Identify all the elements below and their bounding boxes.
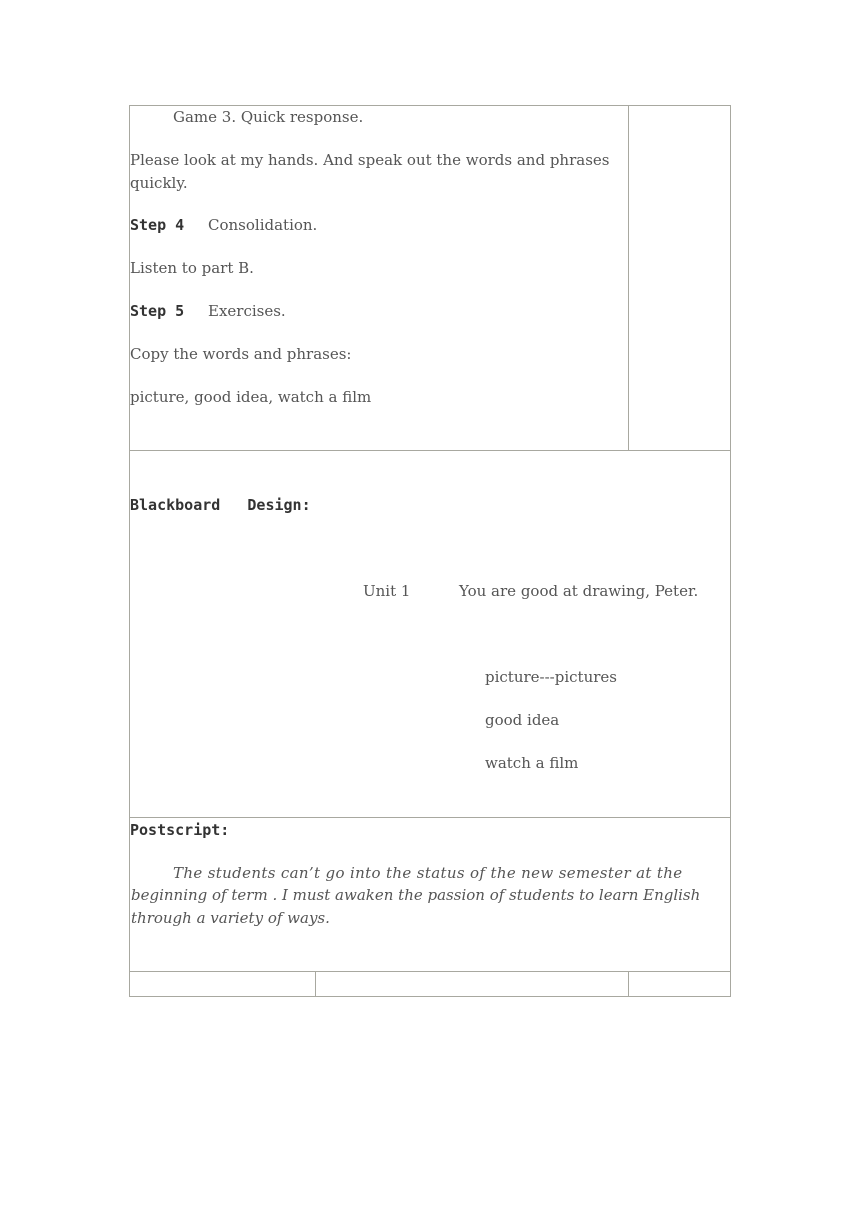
table-border-right xyxy=(730,105,731,997)
table-border-bottom xyxy=(129,996,731,997)
step4-text: Consolidation. xyxy=(208,216,318,234)
copy-instruction: Copy the words and phrases: xyxy=(130,345,352,363)
step5-text: Exercises. xyxy=(208,302,286,320)
blackboard-item: watch a film xyxy=(485,754,579,772)
hands-instruction-line2: quickly. xyxy=(130,174,188,192)
step4-label: Step 4 xyxy=(130,216,185,234)
lesson-plan-table xyxy=(129,105,731,997)
blackboard-cell xyxy=(130,451,730,817)
blackboard-heading: Blackboard Design: xyxy=(130,496,311,514)
words-list: picture, good idea, watch a film xyxy=(130,388,372,406)
postscript-heading: Postscript: xyxy=(130,821,230,839)
listen-text: Listen to part B. xyxy=(130,259,254,277)
column-divider-bottom-right xyxy=(628,971,629,997)
column-divider-top xyxy=(628,105,629,451)
postscript-line3: through a variety of ways. xyxy=(131,909,330,927)
procedure-cell xyxy=(130,106,628,450)
game3-text: Game 3. Quick response. xyxy=(173,108,364,126)
postscript-cell xyxy=(130,818,730,971)
postscript-line1: The students can’t go into the status of the new semester at the xyxy=(173,864,683,882)
step5-label: Step 5 xyxy=(130,302,185,320)
column-divider-bottom-left xyxy=(315,971,316,997)
postscript-line2: beginning of term . I must awaken the passion of students to learn English xyxy=(131,886,701,904)
unit-label: Unit 1 xyxy=(363,582,411,600)
blackboard-item: good idea xyxy=(485,711,560,729)
blackboard-item: picture---pictures xyxy=(485,668,617,686)
unit-title: You are good at drawing, Peter. xyxy=(459,582,699,600)
row-divider-3 xyxy=(129,971,731,972)
hands-instruction-line1: Please look at my hands. And speak out the words and phrases xyxy=(130,151,610,169)
